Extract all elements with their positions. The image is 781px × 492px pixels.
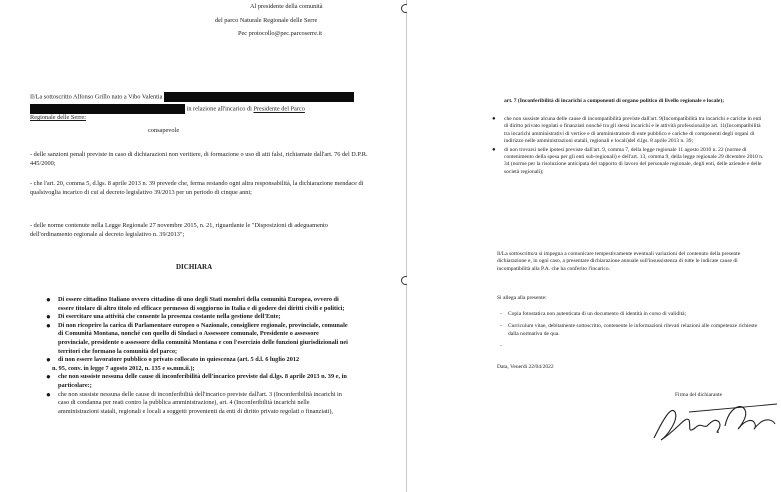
dash-icon: - bbox=[500, 311, 502, 317]
paragraph: - delle sanzioni penali previste in caso di dichiarazioni non veritiere, di formazione o uso di atti falsi, richiamate dall'art. 76 del D.P.R. 445/2000; bbox=[30, 151, 368, 167]
list-item: n. 95, conv. in legge 7 agosto 2012, n. 135 e ss.mm.ii.); bbox=[52, 364, 195, 372]
consapevole-heading: consapevole bbox=[148, 127, 180, 134]
address-line: Pec protocollo@pec.parcoserre.it bbox=[238, 30, 322, 38]
date-line: Data, Venerdì 22/04/2022 bbox=[497, 364, 554, 370]
bullet-icon: ● bbox=[46, 355, 51, 365]
dichiara-heading: DICHIARA bbox=[176, 263, 213, 271]
handwritten-signature bbox=[649, 398, 779, 448]
list-item: - Curriculum vitae, debitamente sottoscritto, contenente le informazioni rilevati relazioni alle competenze richieste dalla normativa de qua. bbox=[500, 323, 758, 337]
address-line: Al presidente della comunità bbox=[250, 3, 323, 10]
attachments-heading: Si allega alla presente: bbox=[497, 295, 547, 301]
signature-label: Firma del dichiarante bbox=[675, 392, 723, 398]
paragraph: art. 7 (Inconferibilità di incarichi a componenti di organo politico di livello regionale e locale); bbox=[504, 98, 725, 104]
intro-text: in relazione all'incarico di bbox=[186, 105, 252, 113]
address-line: del parco Naturale Regionale delle Serre bbox=[215, 16, 318, 24]
list-item: ● che non sussiste alcuna delle cause di incompatibilità previste dall'art. 9(Incompatibilità tra incarichi e cariche in enti di diritto privato regolati o finanziati nonché tra gli stessi incarichi e le attività professionali)e art. 11(Incompatibilità tra incarichi amministrativi di vertice e di amministratore di ente pubblico e cariche di componenti degli organi di indirizzo nelle amministrazioni statali, regionali e locali)del d.lgs. 8 aprile 2013 n. 39; bbox=[492, 116, 762, 145]
bullet-icon: ● bbox=[492, 146, 496, 153]
intro-role: Presidente del Parco bbox=[253, 105, 305, 113]
intro-role: Regionale delle Serre: bbox=[30, 114, 86, 122]
list-item: ● Di esercitare una attività che consente la presenza costante nella gestione dell'Ente; bbox=[46, 312, 281, 322]
bullet-icon: ● bbox=[46, 295, 51, 304]
list-item: ● che non sussiste nessuna delle cause di inconferibilità dell'incarico previste dal d.lgs. 8 aprile 2013 n. 39 e, in particolare:; bbox=[46, 372, 347, 389]
list-item: ● di non essere lavoratore pubblico o privato collocato in quiescenza (art. 5 d.l. 6 luglio 2012 bbox=[46, 355, 300, 365]
list-item: - Copia fotostatica non autenticata di un documento di identità in corso di validità; bbox=[500, 311, 687, 317]
list-item: ● Di essere cittadino Italiano ovvero cittadino di uno degli Stati membri della comunità Europea, ovvero di essere titolare di altro titolo ed efficace permesso di soggiorno in Italia e di godere dei diritti civili e politici; bbox=[46, 295, 345, 312]
bullet-icon: ● bbox=[46, 312, 51, 322]
bullet-icon: ● bbox=[46, 389, 51, 399]
declaration-list bbox=[46, 295, 350, 416]
bullet-icon: ● bbox=[492, 116, 496, 122]
paragraph: - che l'art. 20, comma 5, d.lgs. 8 aprile 2013 n. 39 prevede che, ferma restando ogni altra responsabilità, la dichiarazione mendace di qualsivoglia incarico di cui al decreto legislativo 39/2013 per un periodo di cinque anni; bbox=[30, 180, 364, 196]
paragraph: - delle norme contenute nella Legge Regionale 27 novembre 2015, n. 21, riguardante le "Disposizioni di adeguamento dell'ordinamento regionale al decreto legislativo n. 39/2013"; bbox=[30, 222, 328, 238]
bullet-icon: ● bbox=[46, 320, 51, 330]
declaration-list bbox=[492, 116, 766, 176]
attachments-list bbox=[500, 311, 766, 351]
list-item: ● Di non ricoprire la carica di Parlamentare europeo o Nazionale, consigliere regionale, provinciale, comunale di Comunità Montana, nonché con quello di Sindaci o Assessore comunale, Presidente o assessore provinciale, presidente o assessore della comunità Montana e con l'esercizio delle funzioni giurisdizionali nei territori che formano la comunità del parco; bbox=[46, 320, 348, 355]
dash-icon: - bbox=[500, 323, 502, 330]
intro-text: Il/La sottoscritto Alfonso Grillo nato a Vibo Valentia bbox=[30, 93, 163, 101]
list-item: ● di non trovarsi nelle ipotesi previste dall'art. 9, comma 7, della legge regionale 11 agosto 2010 n. 22 (norme di contenimento della spesa per gli enti sub-regionali) e dell'art. 13, comma 9, della legge regionale 29 dicembre 2010 n. 34 (norme per la risoluzione anticipata del rapporto di lavoro del personale regionale, degli enti, delle aziende e delle società regionali); bbox=[492, 146, 764, 175]
address-block bbox=[215, 3, 400, 39]
redaction-bar bbox=[30, 104, 185, 114]
intro-block bbox=[30, 92, 400, 123]
redaction-bar bbox=[164, 92, 354, 102]
commitment-paragraph: Il/La sottoscritto/a si impegna a comunicare tempestivamente eventuali variazioni del contenuto della presente dichiarazione e, in ogni caso, a presentare dichiarazione annuale sull'insussistenza di tutte le indicate cause di incompatibilità alla P.A. che ha conferito l'incarico. bbox=[497, 251, 741, 272]
bullet-icon: ● bbox=[46, 372, 51, 382]
list-item: ● che non sussiste nessuna delle cause di inconferibilità dell'incarico previste dall'art. 3 (Inconferibilità incarichi in caso di condanna per reati contro la pubblica amministrazione), art. 4 (Inconferibilità incarichi nelle amministrazioni statali, regionali e locali a soggetti provenienti da enti di diritto privato regolati o finanziati), bbox=[46, 389, 342, 415]
dash-icon: - bbox=[500, 343, 502, 350]
list-item bbox=[500, 343, 766, 350]
document-page-right bbox=[407, 0, 781, 492]
